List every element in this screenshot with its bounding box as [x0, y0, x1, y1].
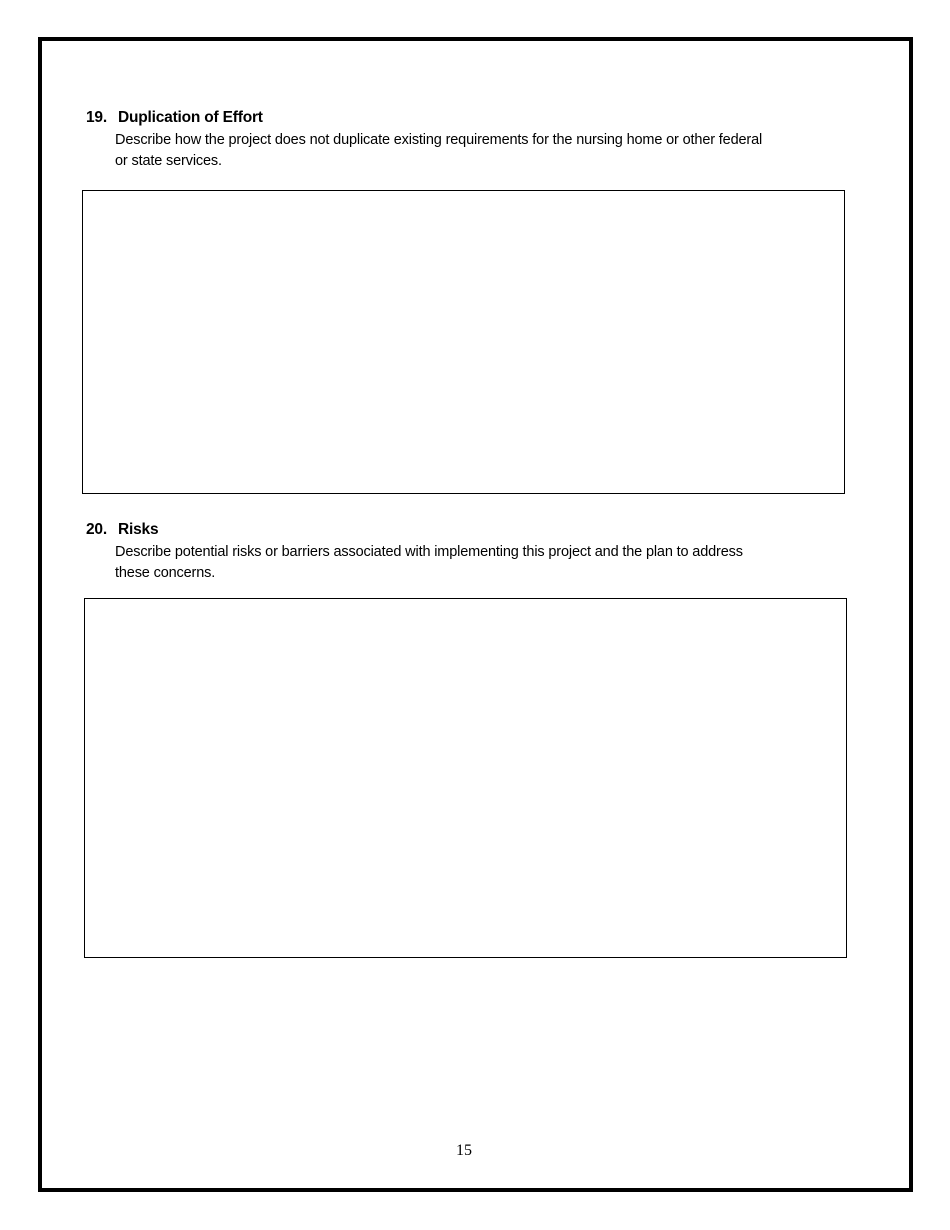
section-19-heading	[86, 109, 263, 127]
section-20-description: Describe potential risks or barriers associated with implementing this project and the plan to address these concerns.	[115, 544, 743, 581]
section-20-number: 20.	[86, 521, 107, 538]
section-19-number: 19.	[86, 109, 107, 126]
section-20-title: Risks	[118, 521, 159, 538]
section-19-description: Describe how the project does not duplicate existing requirements for the nursing home or other federal or state services.	[115, 132, 763, 169]
page-number: 15	[456, 1142, 472, 1159]
section-19-title: Duplication of Effort	[118, 109, 263, 126]
section-20-heading	[86, 521, 158, 539]
section-19-response-box[interactable]	[82, 190, 845, 494]
section-20-response-box[interactable]	[84, 598, 847, 958]
